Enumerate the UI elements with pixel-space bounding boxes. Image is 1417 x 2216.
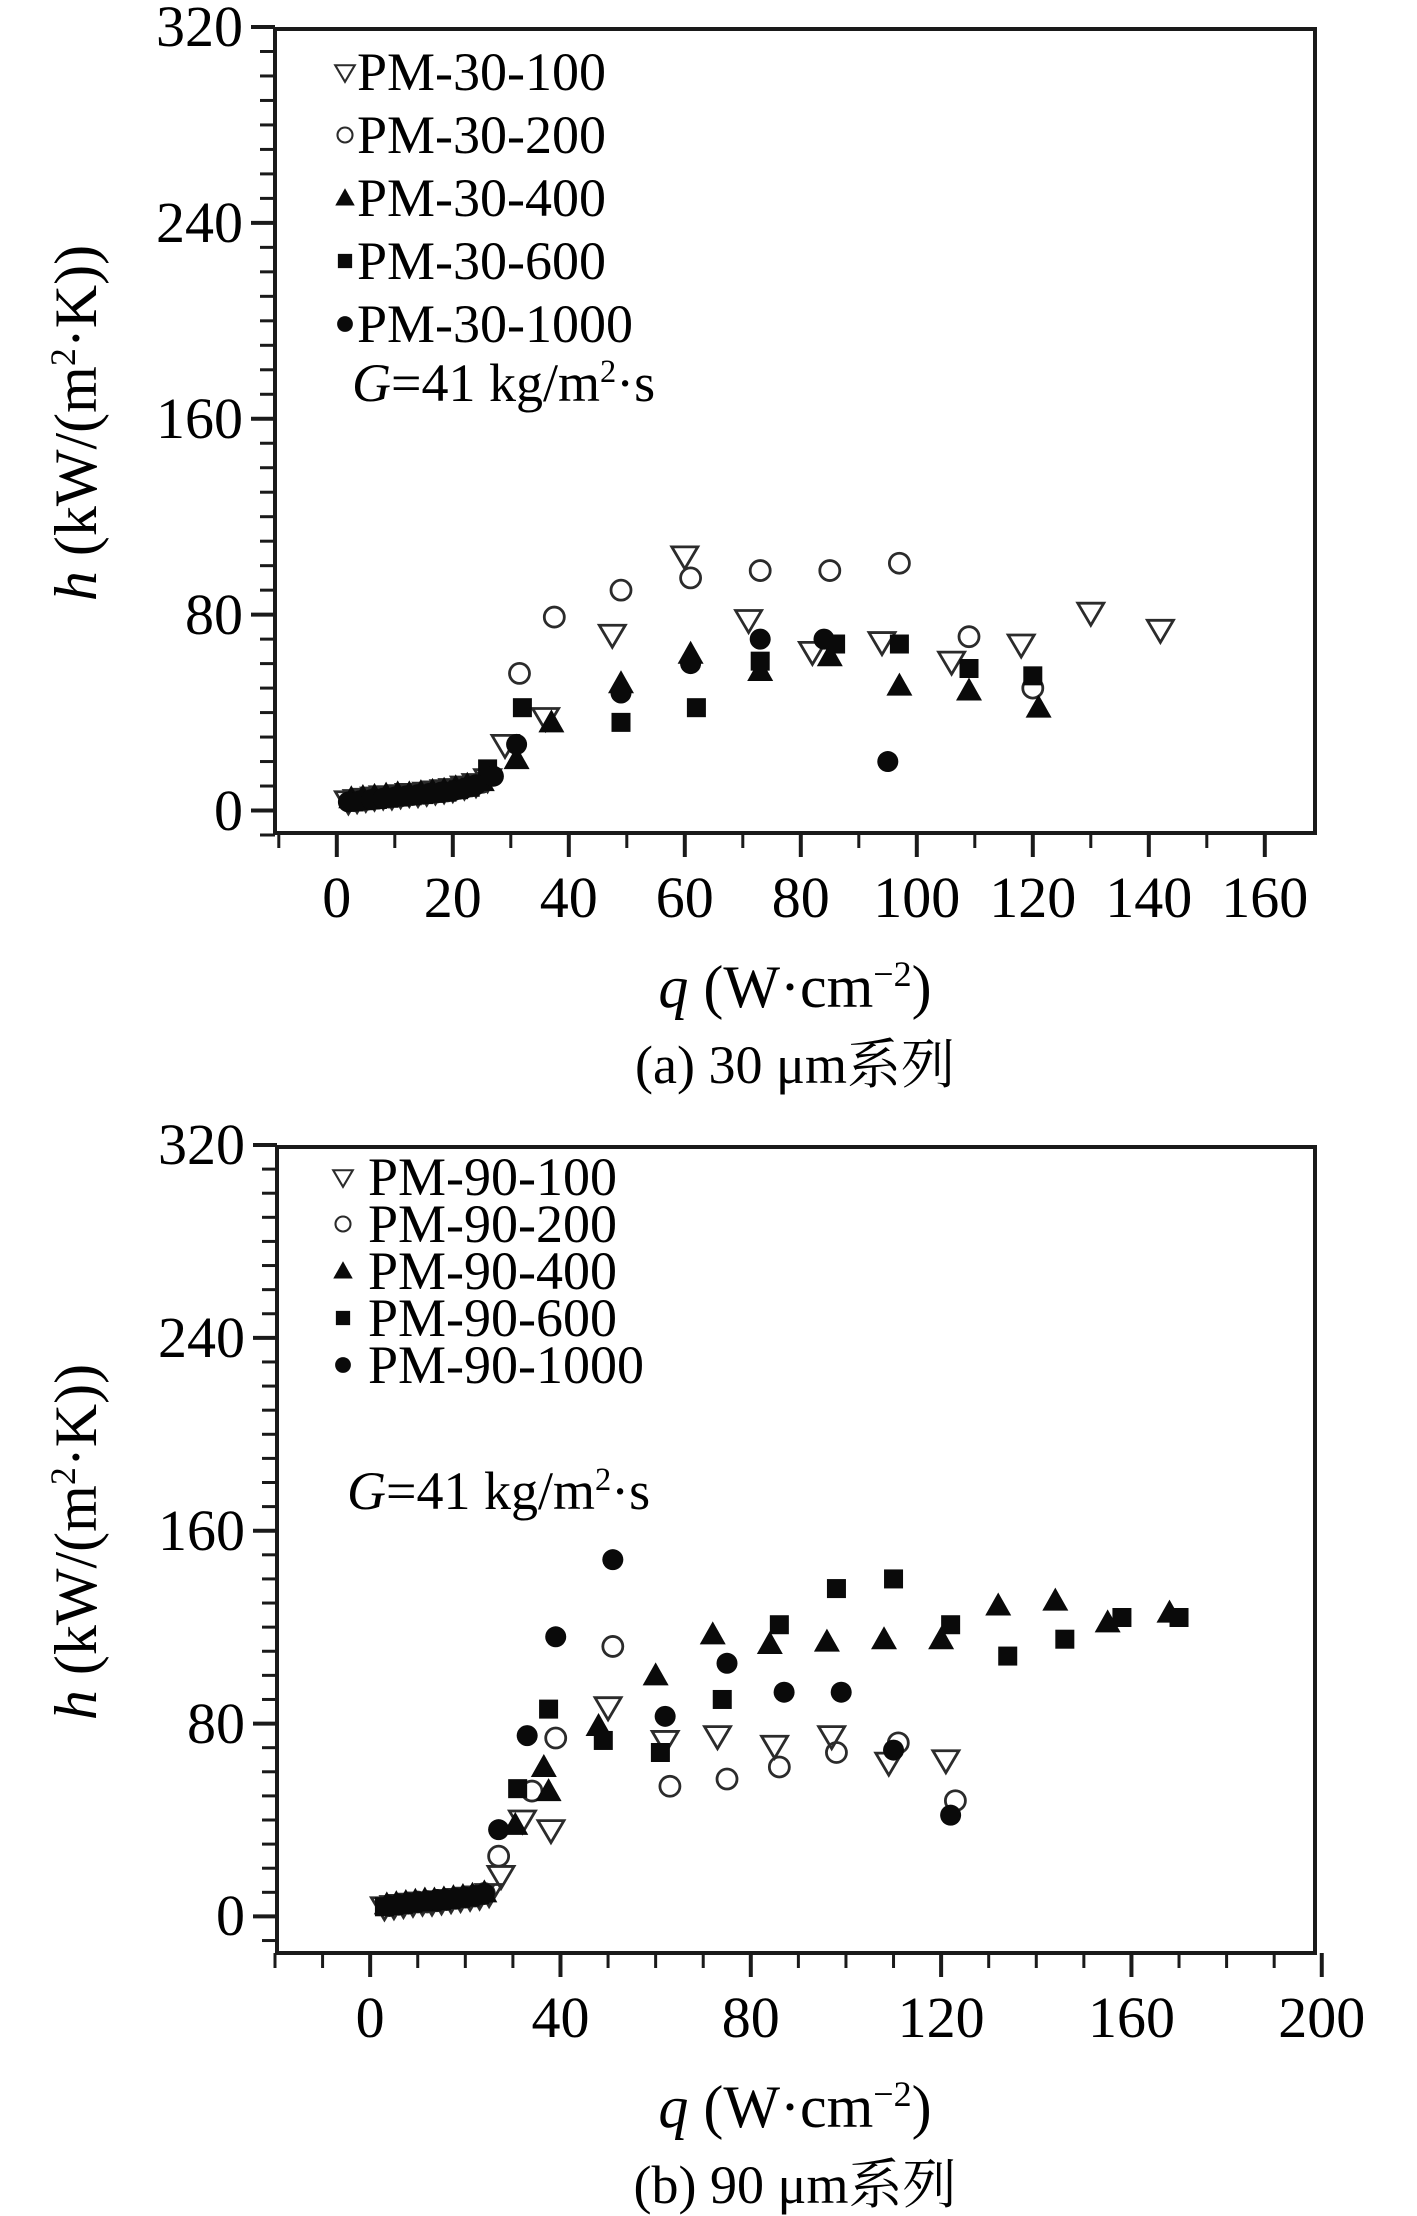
x-tick-label: 40 xyxy=(531,1985,590,2050)
x-tick-label: 120 xyxy=(897,1985,985,2050)
legend-label: PM-30-400 xyxy=(357,168,607,228)
data-point-marker-circle-filled xyxy=(488,1819,509,1840)
data-point-marker-triangle-up-filled xyxy=(1042,1588,1068,1611)
y-tick-label: 160 xyxy=(156,385,243,451)
data-point-marker-square-filled xyxy=(651,1743,670,1762)
legend-label: PM-30-600 xyxy=(357,231,607,291)
data-point-marker-circle-filled xyxy=(774,1682,795,1703)
legend-item-pm-90-200 xyxy=(325,1194,618,1254)
data-point-marker-triangle-down-open xyxy=(704,1727,730,1749)
data-point-marker-square-filled xyxy=(884,1569,903,1588)
legend-label: PM-90-600 xyxy=(368,1288,618,1348)
legend-label: PM-30-1000 xyxy=(357,294,634,354)
data-point-marker-circle-filled xyxy=(940,1805,961,1826)
data-point-marker-circle-filled xyxy=(335,1357,351,1373)
data-point-marker-square-filled xyxy=(1170,1608,1189,1627)
data-point-marker-circle-open xyxy=(546,1728,566,1748)
data-point-marker-square-filled xyxy=(713,1690,732,1709)
x-axis-label: q $(W\cdot cm^{-2})$ xyxy=(658,2074,932,2140)
y-tick-label: 240 xyxy=(158,1304,245,1370)
data-point-marker-square-filled xyxy=(1112,1608,1131,1627)
data-point-marker-circle-open xyxy=(826,1743,846,1763)
data-point-marker-square-filled xyxy=(998,1647,1017,1666)
y-axis-label: h $(kW/(m^2\cdot K))$ xyxy=(43,1363,109,1721)
x-tick-label: 200 xyxy=(1278,1985,1366,2050)
data-point-marker-circle-filled xyxy=(545,1626,566,1647)
mass-flux-annotation: G=41 $kg/m^2\cdot s$ xyxy=(347,1461,651,1521)
data-point-marker-triangle-down-open xyxy=(538,1821,564,1843)
x-tick-label: 20 xyxy=(423,865,482,930)
x-tick-label: 40 xyxy=(539,865,598,930)
data-point-marker-triangle-up-filled xyxy=(700,1621,726,1644)
data-point-marker-square-filled xyxy=(1055,1630,1074,1649)
y-tick-label: 240 xyxy=(156,189,243,255)
data-point-marker-circle-filled xyxy=(831,1682,852,1703)
panel-caption: (a) 30 μm系列 xyxy=(635,1035,955,1095)
data-point-marker-square-filled xyxy=(594,1731,613,1750)
y-tick-label: 80 xyxy=(185,581,243,647)
x-tick-label: 60 xyxy=(655,865,714,930)
legend-marker-triangle-down-open xyxy=(325,1159,361,1195)
data-point-marker-triangle-up-filled xyxy=(531,1754,557,1777)
y-tick-label: 0 xyxy=(214,777,243,843)
legend-marker-circle-filled xyxy=(325,1347,361,1383)
legend-label: PM-90-400 xyxy=(368,1241,618,1301)
y-tick-label: 320 xyxy=(156,0,243,59)
x-tick-label: 160 xyxy=(1087,1985,1175,2050)
x-tick-label: 120 xyxy=(989,865,1077,930)
legend-marker-triangle-up-filled xyxy=(325,1253,361,1289)
legend-item-pm-90-100 xyxy=(325,1147,618,1207)
x-tick-label: 0 xyxy=(322,865,352,930)
data-point-marker-circle-filled xyxy=(883,1740,904,1761)
data-point-marker-triangle-up-filled xyxy=(333,1261,353,1278)
legend-item-pm-90-1000 xyxy=(325,1335,645,1395)
data-point-marker-square-filled xyxy=(336,1311,350,1325)
mass-flux-annotation: G=41 $kg/m^2\cdot s$ xyxy=(352,353,656,413)
x-tick-label: 80 xyxy=(771,865,830,930)
data-point-marker-triangle-down-open xyxy=(762,1736,788,1758)
y-axis-label: h $(kW/(m^2\cdot K))$ xyxy=(43,244,109,602)
data-point-marker-circle-open xyxy=(336,1217,351,1232)
data-point-marker-triangle-up-filled xyxy=(643,1662,669,1685)
x-tick-label: 80 xyxy=(721,1985,780,2050)
data-point-marker-circle-open xyxy=(717,1769,737,1789)
data-point-marker-square-filled xyxy=(539,1700,558,1719)
legend-item-pm-90-400 xyxy=(325,1241,618,1301)
y-tick-label: 0 xyxy=(216,1883,245,1949)
data-point-marker-triangle-up-filled xyxy=(871,1626,897,1649)
x-axis-label: q $(W\cdot cm^{-2})$ xyxy=(658,954,932,1020)
data-point-marker-circle-open xyxy=(769,1757,789,1777)
data-point-marker-circle-open xyxy=(660,1776,680,1796)
data-point-marker-triangle-up-filled xyxy=(536,1778,562,1801)
legend-label: PM-30-100 xyxy=(357,42,607,102)
x-tick-label: 100 xyxy=(873,865,961,930)
data-point-marker-triangle-up-filled xyxy=(985,1592,1011,1615)
y-tick-label: 320 xyxy=(158,1112,245,1177)
legend-marker-circle-open xyxy=(325,1206,361,1242)
x-tick-label: 140 xyxy=(1105,865,1193,930)
y-tick-label: 80 xyxy=(187,1690,245,1756)
data-point-marker-circle-filled xyxy=(517,1725,538,1746)
legend-label: PM-90-1000 xyxy=(368,1335,645,1395)
data-point-marker-triangle-down-open xyxy=(333,1170,353,1187)
data-point-marker-circle-filled xyxy=(474,1883,495,1904)
data-point-marker-square-filled xyxy=(770,1615,789,1634)
legend-item-pm-90-600 xyxy=(325,1288,618,1348)
data-point-marker-circle-open xyxy=(489,1846,509,1866)
data-point-marker-circle-filled xyxy=(602,1549,623,1570)
panel-caption: (b) 90 μm系列 xyxy=(633,2155,957,2215)
data-point-marker-triangle-up-filled xyxy=(814,1629,840,1652)
data-point-marker-triangle-down-open xyxy=(933,1751,959,1773)
legend-label: PM-90-100 xyxy=(368,1147,618,1207)
data-point-marker-circle-open xyxy=(603,1636,623,1656)
x-tick-label: 0 xyxy=(355,1985,385,2050)
y-tick-label: 160 xyxy=(158,1497,245,1563)
legend-label: PM-90-200 xyxy=(368,1194,618,1254)
data-point-marker-triangle-up-filled xyxy=(757,1631,783,1654)
data-point-marker-circle-filled xyxy=(717,1653,738,1674)
data-point-marker-square-filled xyxy=(941,1615,960,1634)
legend-label: PM-30-200 xyxy=(357,105,607,165)
data-point-marker-square-filled xyxy=(827,1579,846,1598)
legend-marker-square-filled xyxy=(325,1300,361,1336)
x-tick-label: 160 xyxy=(1221,865,1309,930)
data-point-marker-circle-filled xyxy=(655,1706,676,1727)
data-point-marker-square-filled xyxy=(508,1779,527,1798)
